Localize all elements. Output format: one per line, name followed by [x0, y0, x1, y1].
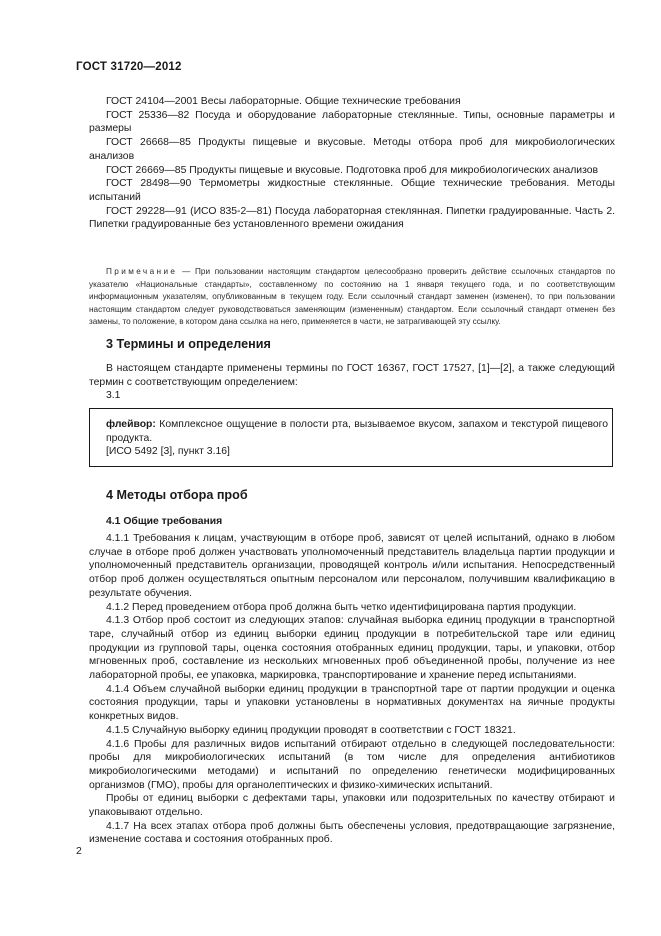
section-3-intro: В настоящем стандарте применены термины по ГОСТ 16367, ГОСТ 17527, [1]—[2], а также следующий термин с соответствующим определением:	[89, 363, 615, 388]
paragraph-4-1-4: 4.1.4 Объем случайной выборки единиц продукции в транспортной таре от партии продукции и оценка состояния продукции, тары и упаковки установлены в нормативных документах на яичные продукты конкретных видов.	[89, 683, 615, 723]
term-definition: Комплексное ощущение в полости рта, вызываемое вкусом, запахом и текстурой пищевого продукта.	[106, 419, 608, 444]
section-4	[89, 488, 615, 847]
definition-box	[89, 408, 613, 467]
reference-item: ГОСТ 25336—82 Посуда и оборудование лабораторные стеклянные. Типы, основные параметры и размеры	[89, 109, 615, 135]
page-number: 2	[76, 846, 82, 857]
definition-source: [ИСО 5492 [3], пункт 3.16]	[106, 446, 230, 458]
references-list	[89, 95, 615, 232]
paragraph-4-1-1: 4.1.1 Требования к лицам, участвующим в отборе проб, зависят от целей испытаний, однако в любом случае в отборе проб должен участвовать уполномоченный представитель владельца партии продукции и уполномоченный представитель организации, проводящей контроль и/или испытания. Непосредственный отбор проб должен осуществляться опытным персоналом или персоналом, получившим квалификацию в результате обучения.	[89, 533, 615, 599]
reference-item: ГОСТ 24104—2001 Весы лабораторные. Общие технические требования	[106, 96, 461, 107]
paragraph-4-1-2: 4.1.2 Перед проведением отбора проб должна быть четко идентифицирована партия продукции.	[106, 601, 577, 613]
paragraph-4-1-6-cont: Пробы от единиц выборки с дефектами тары, упаковки или подозрительных по качеству отбирают и упаковывают отдельно.	[89, 793, 615, 819]
reference-item: ГОСТ 28498—90 Термометры жидкостные стеклянные. Общие технические требования. Методы испытаний	[89, 178, 615, 203]
note-block	[89, 266, 615, 329]
paragraph-4-1-5: 4.1.5 Случайную выборку единиц продукции проводят в соответствии с ГОСТ 18321.	[106, 724, 516, 736]
subsection-4-1-heading: 4.1 Общие требования	[106, 516, 223, 527]
note-label: Примечание	[106, 267, 178, 276]
section-4-heading: 4 Методы отбора проб	[106, 488, 248, 502]
term-name: флейвор:	[106, 419, 156, 430]
reference-item: ГОСТ 29228—91 (ИСО 835-2—81) Посуда лабораторная стеклянная. Пипетки градуированные. Часть 2. Пипетки градуированные без установленного времени ожидания	[89, 205, 615, 231]
paragraph-4-1-7: 4.1.7 На всех этапах отбора проб должны быть обеспечены условия, предотвращающие загрязнение, изменение состава и состояния отобранных проб.	[89, 820, 615, 846]
definition-text	[106, 418, 608, 445]
section-3-heading: 3 Термины и определения	[106, 337, 271, 351]
reference-item: ГОСТ 26668—85 Продукты пищевые и вкусовые. Методы отбора проб для микробиологических анализов	[89, 137, 615, 162]
note-text	[89, 266, 615, 329]
term-number: 3.1	[106, 390, 121, 402]
document-header: ГОСТ 31720—2012	[76, 61, 182, 73]
section-3	[89, 337, 615, 403]
reference-item: ГОСТ 26669—85 Продукты пищевые и вкусовые. Подготовка проб для микробиологических анализов	[106, 164, 599, 176]
paragraph-4-1-3: 4.1.3 Отбор проб состоит из следующих этапов: случайная выборка единиц продукции в транспортной таре, случайный отбор из единиц выборки единиц продукции в потребительской таре или единиц продукции из групповой тары, оценка состояния отобранных единиц продукции, тары, и упаковки, отбор мгновенных проб, составление из нескольких мгновенных проб объединенной пробы, получение из нее лабораторной пробы, ее упаковка, маркировка, транспортирование и хранение перед испытаниями.	[89, 615, 615, 682]
paragraph-4-1-6: 4.1.6 Пробы для различных видов испытаний отбирают отдельно в следующей последовательности: пробы для микробиологических испытаний (в том числе для определения антибиотиков микробиологическими методами) и испытаний по определению генетически модифицированных организмов (ГМО), пробы для органолептических и физико-химических испытаний.	[89, 738, 615, 791]
note-body: — При пользовании настоящим стандартом целесообразно проверить действие ссылочных стандартов по указателю «Национальные стандарты», составленному по состоянию на 1 января текущего года, и по соответствующим информационным указателям, опубликованным в текущем году. Если ссылочный стандарт заменен (изменен), то при пользовании настоящим стандартом следует руководствоваться заменяющим (измененным) стандартом. Если ссылочный стандарт отменен без замены, то положение, в котором дана ссылка на него, применяется в части, не затрагивающей эту ссылку.	[89, 267, 615, 327]
